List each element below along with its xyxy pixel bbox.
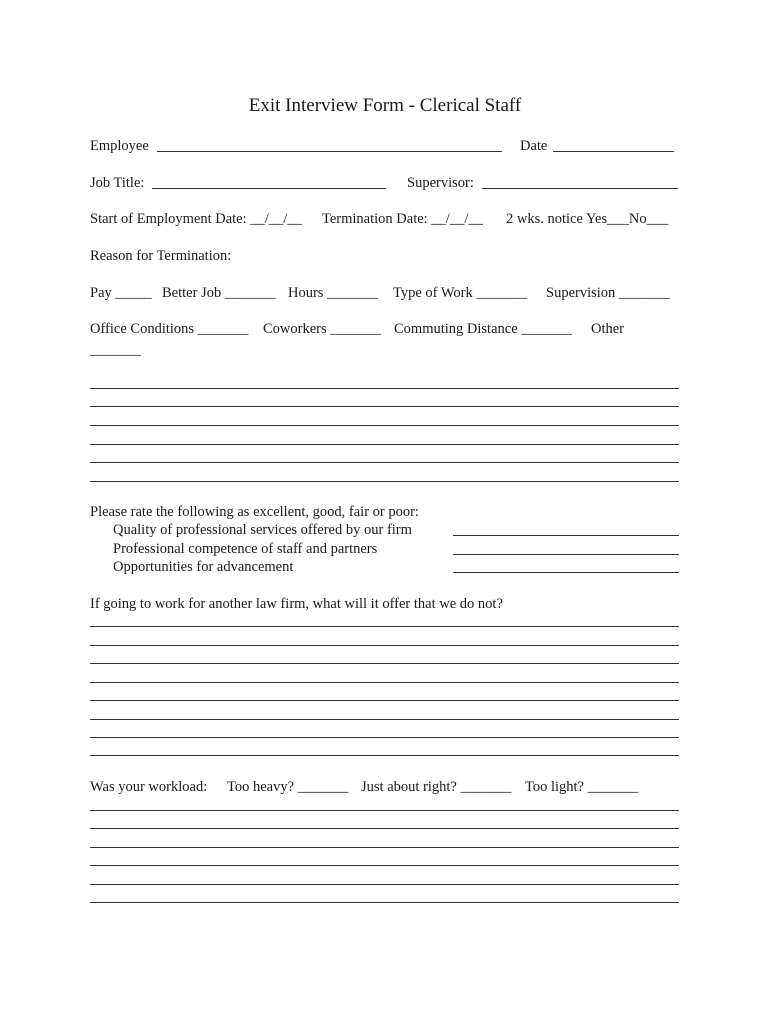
termination-date-label: Termination Date: __/__/__ — [322, 211, 483, 227]
answer-line[interactable] — [90, 902, 679, 903]
answer-line[interactable] — [90, 444, 679, 445]
answer-line[interactable] — [90, 425, 679, 426]
rating-item-competence: Professional competence of staff and partners — [113, 541, 378, 557]
start-date-label: Start of Employment Date: __/__/__ — [90, 211, 302, 227]
job-title-field[interactable] — [152, 188, 386, 189]
answer-line[interactable] — [90, 626, 679, 627]
workload-about-right[interactable]: Just about right? _______ — [361, 779, 512, 795]
notice-label: 2 wks. notice Yes___No___ — [506, 211, 669, 227]
reason-label: Reason for Termination: — [90, 248, 232, 264]
reason-supervision[interactable]: Supervision _______ — [546, 285, 670, 301]
answer-line[interactable] — [90, 406, 679, 407]
employee-field[interactable] — [157, 151, 502, 152]
answer-line[interactable] — [90, 645, 679, 646]
reason-better-job[interactable]: Better Job _______ — [162, 285, 276, 301]
reason-hours[interactable]: Hours _______ — [288, 285, 378, 301]
employee-label: Employee — [90, 138, 149, 154]
reason-other[interactable]: Other — [591, 321, 625, 337]
workload-too-light[interactable]: Too light? _______ — [525, 779, 639, 795]
rating-field-advancement[interactable] — [453, 572, 679, 573]
answer-line[interactable] — [90, 737, 679, 738]
rating-field-competence[interactable] — [453, 554, 679, 555]
answer-line[interactable] — [90, 462, 679, 463]
answer-line[interactable] — [90, 810, 679, 811]
supervisor-field[interactable] — [482, 188, 678, 189]
job-title-label: Job Title: — [90, 175, 145, 191]
reason-commuting-distance[interactable]: Commuting Distance _______ — [394, 321, 573, 337]
date-field[interactable] — [553, 151, 674, 152]
answer-line[interactable] — [90, 663, 679, 664]
answer-line[interactable] — [90, 719, 679, 720]
workload-label: Was your workload: — [90, 779, 208, 795]
workload-too-heavy[interactable]: Too heavy? _______ — [227, 779, 349, 795]
answer-line[interactable] — [90, 700, 679, 701]
reason-office-conditions[interactable]: Office Conditions _______ — [90, 321, 249, 337]
rating-prompt: Please rate the following as excellent, good, fair or poor: — [90, 504, 419, 520]
form-title: Exit Interview Form - Clerical Staff — [248, 95, 522, 116]
reason-pay[interactable]: Pay _____ — [90, 285, 152, 301]
reason-type-of-work[interactable]: Type of Work _______ — [393, 285, 528, 301]
law-firm-question: If going to work for another law firm, what will it offer that we do not? — [90, 596, 503, 612]
answer-line[interactable] — [90, 828, 679, 829]
supervisor-label: Supervisor: — [407, 175, 474, 191]
rating-item-advancement: Opportunities for advancement — [113, 559, 294, 575]
answer-line[interactable] — [90, 847, 679, 848]
answer-line[interactable] — [90, 481, 679, 482]
rating-item-quality: Quality of professional services offered by our firm — [113, 522, 412, 538]
answer-line[interactable] — [90, 884, 679, 885]
answer-line[interactable] — [90, 682, 679, 683]
answer-line[interactable] — [90, 388, 679, 389]
answer-line[interactable] — [90, 755, 679, 756]
rating-field-quality[interactable] — [453, 535, 679, 536]
answer-line[interactable] — [90, 865, 679, 866]
reason-coworkers[interactable]: Coworkers _______ — [263, 321, 382, 337]
date-label: Date — [520, 138, 548, 154]
reason-other-blank[interactable]: _______ — [90, 342, 141, 358]
